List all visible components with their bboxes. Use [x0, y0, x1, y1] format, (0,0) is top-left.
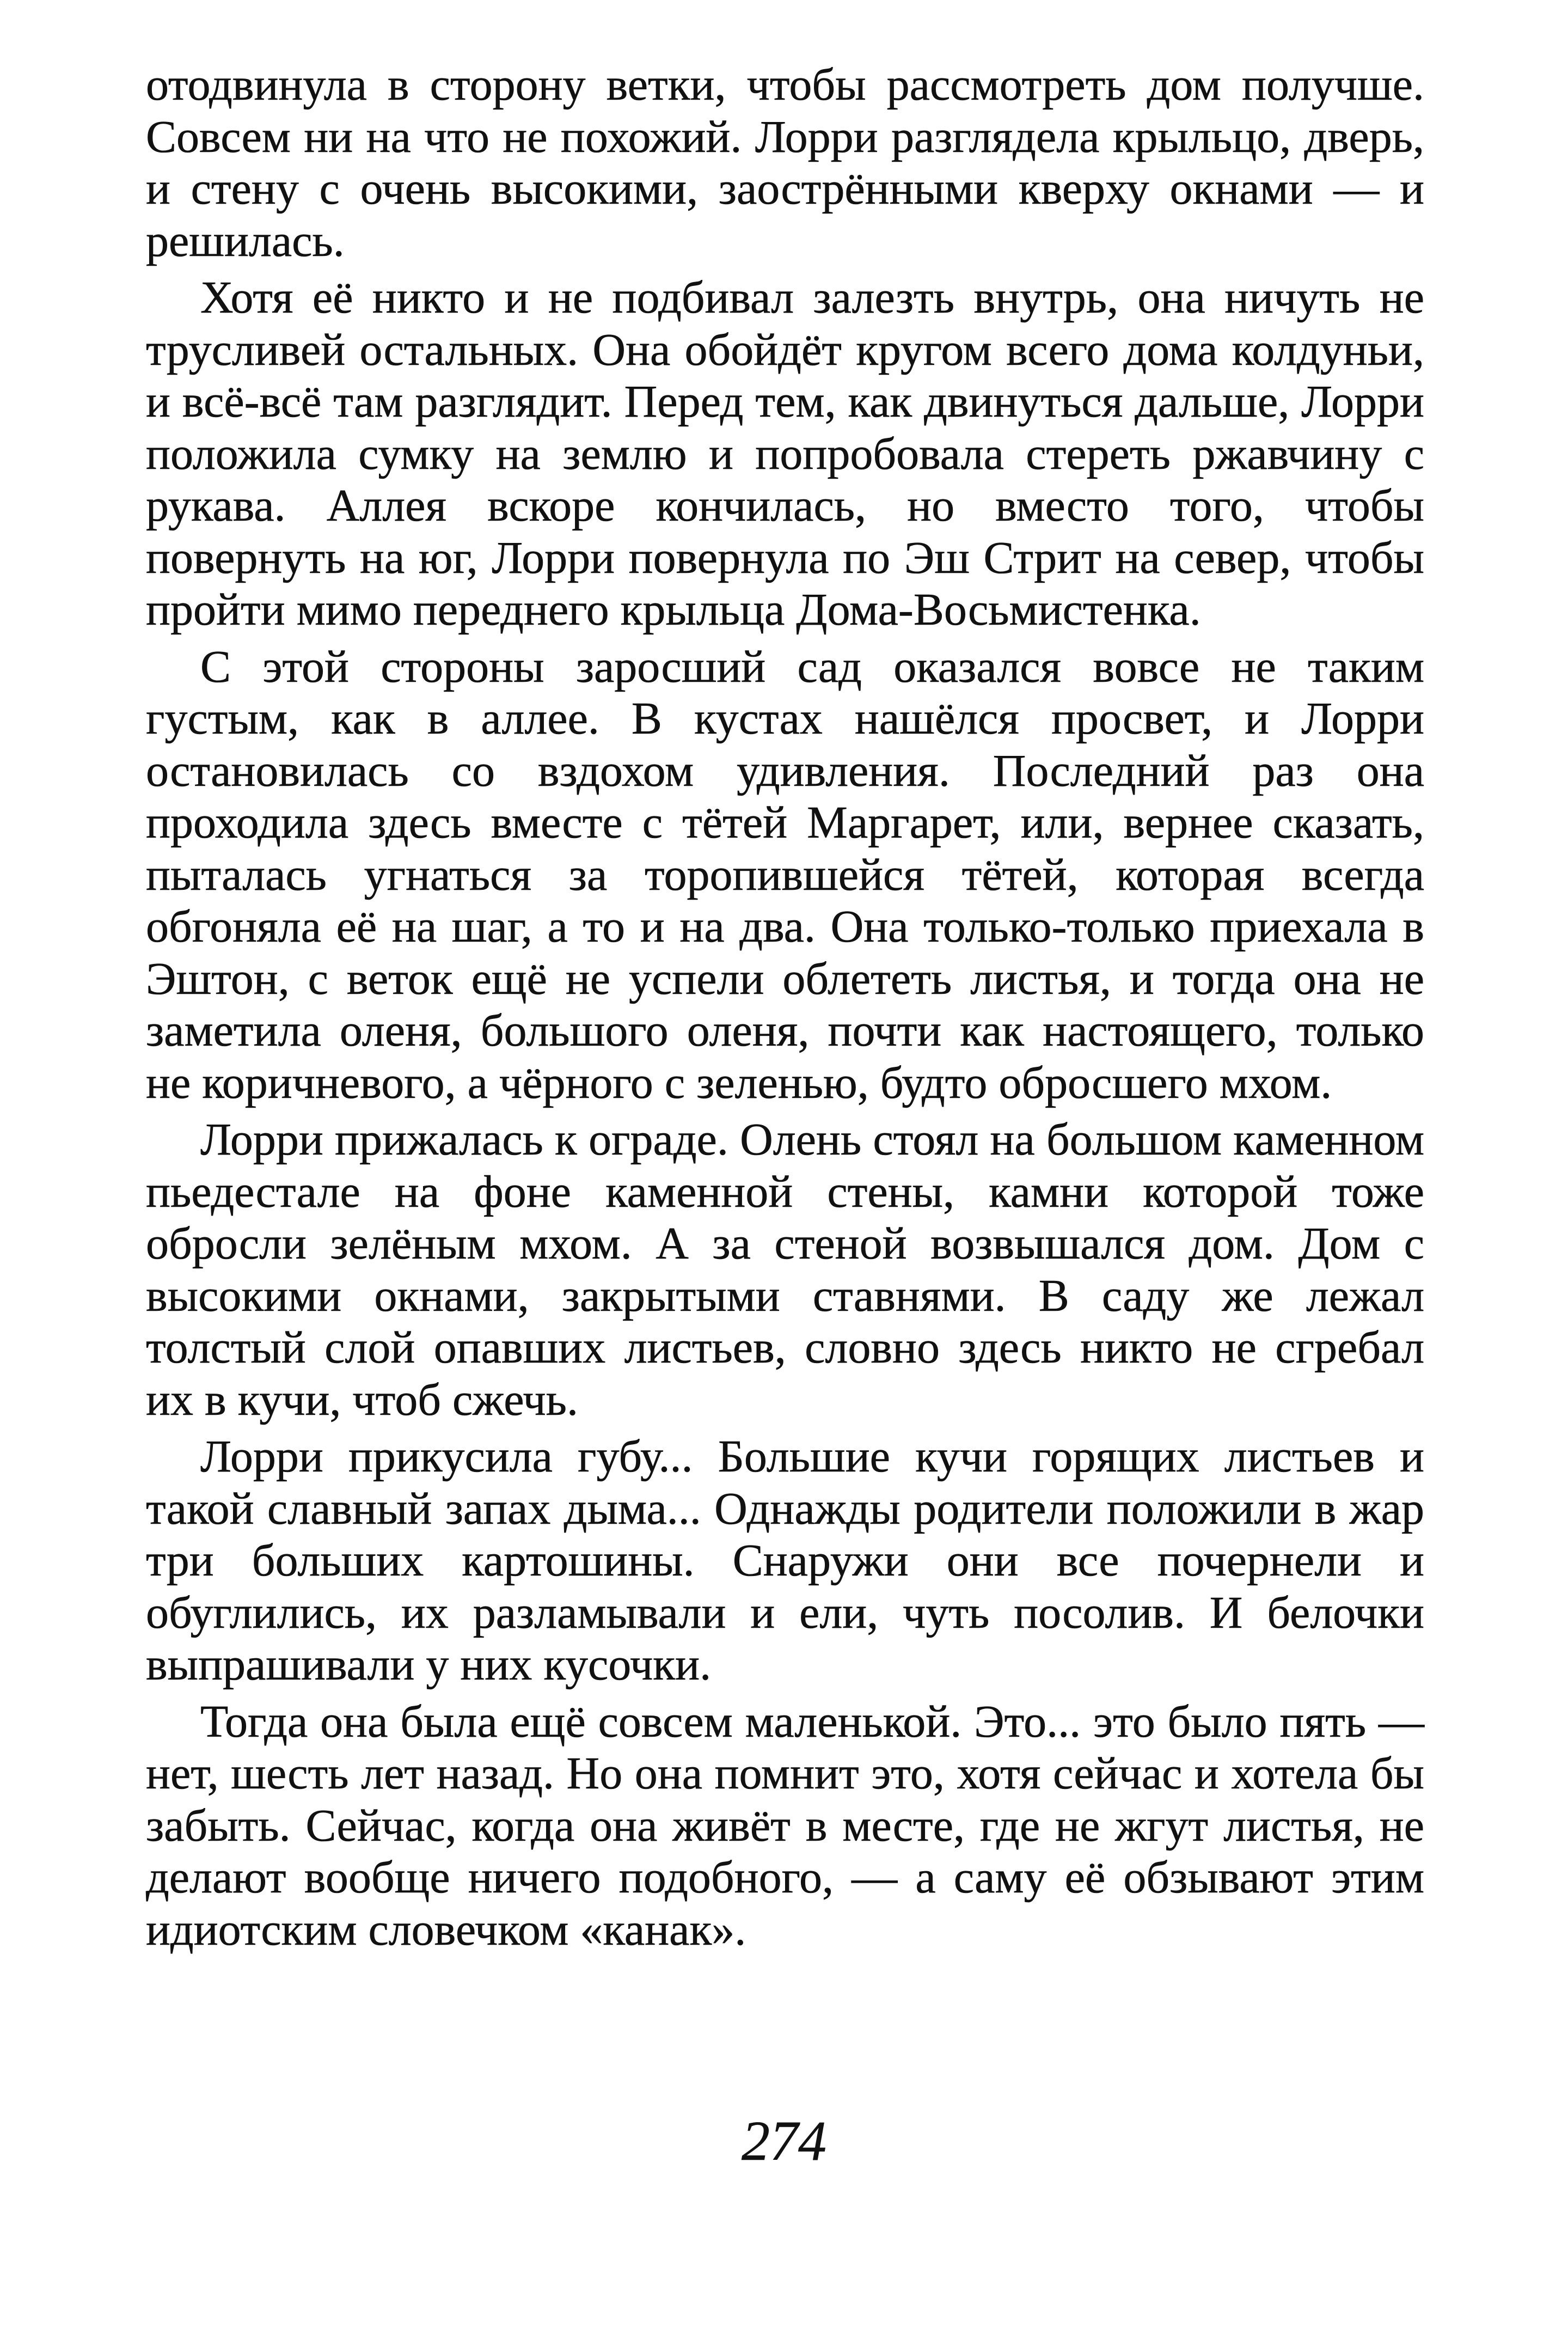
paragraph-1: отодвинула в сторону ветки, чтобы рассмотреть дом получше. Совсем ни на что не похожий. Лорри разглядела крыльцо, дверь, и стену с очень высокими, заострёнными кверху окнами — и решилась.: [146, 59, 1424, 266]
paragraph-3: С этой стороны заросший сад оказался вовсе не таким густым, как в аллее. В кустах нашёлся просвет, и Лорри остановилась со вздохом удивления. Последний раз она проходила здесь вместе с тётей Маргарет, или, вернее сказать, пыталась угнаться за торопившейся тётей, которая всегда обгоняла её на шаг, а то и на два. Она только-только приехала в Эштон, с веток ещё не успели облететь листья, и тогда она не заметила оленя, большого оленя, почти как настоящего, только не коричневого, а чёрного с зеленью, будто обросшего мхом.: [146, 641, 1424, 1108]
paragraph-5: Лорри прикусила губу... Большие кучи горящих листьев и такой славный запах дыма... Однажды родители положили в жар три больших картошины. Снаружи они все почернели и обуглились, их разламывали и ели, чуть посолив. И белочки выпрашивали у них кусочки.: [146, 1431, 1424, 1690]
paragraph-6: Тогда она была ещё совсем маленькой. Это... это было пять — нет, шесть лет назад. Но она помнит это, хотя сейчас и хотела бы забыть. Сейчас, когда она живёт в месте, где не жгут листья, не делают вообще ничего подобного, — а саму её обзывают этим идиотским словечком «канак».: [146, 1696, 1424, 1955]
page-number: 274: [742, 2110, 826, 2172]
body-text: [146, 59, 1424, 1961]
paragraph-4: Лорри прижалась к ограде. Олень стоял на большом каменном пьедестале на фоне каменной стены, камни которой тоже обросли зелёным мхом. А за стеной возвышался дом. Дом с высокими окнами, закрытыми ставнями. В саду же лежал толстый слой опавших листьев, словно здесь никто не сгребал их в кучи, чтоб сжечь.: [146, 1114, 1424, 1425]
paragraph-2: Хотя её никто и не подбивал залезть внутрь, она ничуть не трусливей остальных. Она обойдёт кругом всего дома колдуньи, и всё-всё там разглядит. Перед тем, как двинуться дальше, Лорри положила сумку на землю и попробовала стереть ржавчину с рукава. Аллея вскоре кончилась, но вместо того, чтобы повернуть на юг, Лорри повернула по Эш Стрит на север, чтобы пройти мимо переднего крыльца Дома-Восьмистенка.: [146, 272, 1424, 635]
